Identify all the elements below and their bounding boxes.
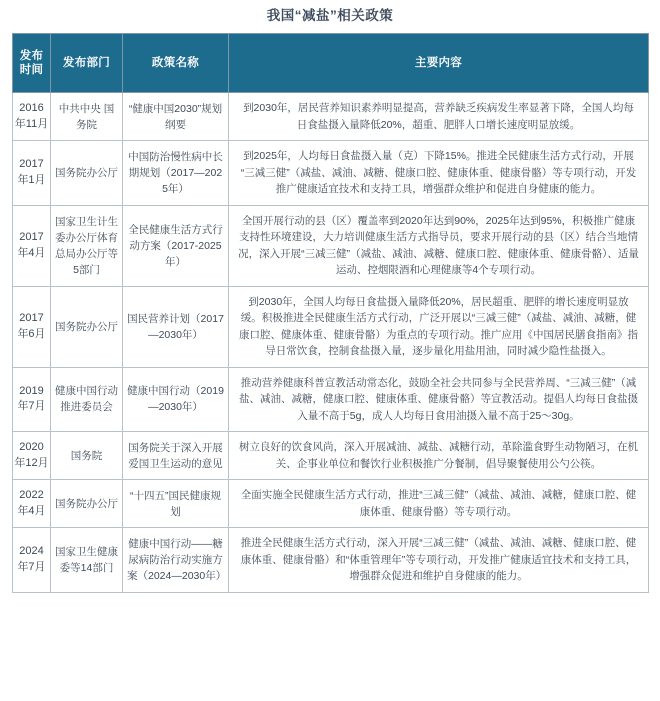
cell-publish-time: 2017年4月 — [13, 205, 51, 286]
cell-policy-name: “健康中国2030”规划纲要 — [123, 93, 229, 141]
cell-main-content: 到2025年，人均每日食盐摄入量（克）下降15%。推进全民健康生活方式行动，开展“三减三健”（减盐、减油、减糖、健康口腔、健康体重、健康骨骼）等专项行动，开发推广健康适宜技术和支持工具，增强群众维护和促进自身健康的能力。 — [229, 141, 649, 206]
cell-publish-time: 2017年1月 — [13, 141, 51, 206]
cell-department: 国家卫生健康委等14部门 — [51, 528, 123, 593]
cell-department: 国务院 — [51, 432, 123, 480]
cell-main-content: 推进全民健康生活方式行动，深入开展“三减三健”（减盐、减油、减糖、健康口腔、健康体重、健康骨骼）和“体重管理年”等专项行动，开发推广健康适宜技术和支持工具，增强群众促进和维护自身健康的能力。 — [229, 528, 649, 593]
table-row — [13, 93, 649, 141]
cell-main-content: 全国开展行动的县（区）覆盖率到2020年达到90%，2025年达到95%，积极推广健康支持性环境建设，大力培训健康生活方式指导员，要求开展行动的县（区）结合当地情况，深入开展“三减三健”（减盐、减油、减糖、健康口腔、健康体重、健康骨骼）、适量运动、控烟限酒和心理健康等4个专项行动。 — [229, 205, 649, 286]
cell-department: 中共中央 国务院 — [51, 93, 123, 141]
cell-policy-name: 国民营养计划（2017—2030年） — [123, 286, 229, 367]
table-row — [13, 432, 649, 480]
cell-department: 国务院办公厅 — [51, 141, 123, 206]
cell-department: 国务院办公厅 — [51, 480, 123, 528]
column-header-department: 发布部门 — [51, 34, 123, 93]
column-header-publish-time-line1: 发布 — [19, 50, 44, 62]
cell-publish-time: 2019年7月 — [13, 367, 51, 432]
cell-main-content: 全面实施全民健康生活方式行动，推进“三减三健”（减盐、减油、减糖，健康口腔、健康体重、健康骨骼）等专项行动。 — [229, 480, 649, 528]
cell-policy-name: “十四五”国民健康规划 — [123, 480, 229, 528]
column-header-policy-name: 政策名称 — [123, 34, 229, 93]
table-row — [13, 286, 649, 367]
cell-policy-name: 中国防治慢性病中长期规划（2017—2025年） — [123, 141, 229, 206]
table-row — [13, 205, 649, 286]
cell-main-content: 树立良好的饮食风尚，深入开展减油、减盐、减糖行动，革除滥食野生动物陋习，在机关、企事业单位和餐饮行业积极推广分餐制，倡导聚餐使用公勺公筷。 — [229, 432, 649, 480]
cell-publish-time: 2022年4月 — [13, 480, 51, 528]
cell-publish-time: 2016年11月 — [13, 93, 51, 141]
table-row — [13, 480, 649, 528]
cell-department: 健康中国行动推进委员会 — [51, 367, 123, 432]
page-title: 我国“减盐”相关政策 — [266, 8, 394, 23]
cell-main-content: 到2030年，居民营养知识素养明显提高，营养缺乏疾病发生率显著下降，全国人均每日食盐摄入量降低20%，超重、肥胖人口增长速度明显放缓。 — [229, 93, 649, 141]
cell-publish-time: 2020年12月 — [13, 432, 51, 480]
cell-department: 国家卫生计生委办公厅体育总局办公厅等5部门 — [51, 205, 123, 286]
column-header-publish-time-line2: 时间 — [19, 64, 44, 76]
table-row — [13, 367, 649, 432]
policy-table — [12, 33, 649, 593]
cell-policy-name: 国务院关于深入开展爱国卫生运动的意见 — [123, 432, 229, 480]
table-header — [13, 34, 649, 93]
table-row — [13, 141, 649, 206]
column-header-main-content: 主要内容 — [229, 34, 649, 93]
cell-department: 国务院办公厅 — [51, 286, 123, 367]
cell-policy-name: 健康中国行动——糖尿病防治行动实施方案（2024—2030年） — [123, 528, 229, 593]
table-row — [13, 528, 649, 593]
cell-policy-name: 全民健康生活方式行动方案（2017-2025年） — [123, 205, 229, 286]
table-container — [12, 33, 648, 593]
cell-main-content: 推动营养健康科普宣教活动常态化，鼓励全社会共同参与全民营养周、“三减三健”（减盐、减油、减糖，健康口腔、健康体重、健康骨骼）等宣教活动。提倡人均每日食盐摄入量不高于5g，成人人均每日食用油摄入量不高于25～30g。 — [229, 367, 649, 432]
cell-publish-time: 2024年7月 — [13, 528, 51, 593]
cell-publish-time: 2017年6月 — [13, 286, 51, 367]
cell-policy-name: 健康中国行动（2019—2030年） — [123, 367, 229, 432]
column-header-publish-time — [13, 34, 51, 93]
header-row — [13, 34, 649, 93]
table-body — [13, 93, 649, 593]
cell-main-content: 到2030年，全国人均每日食盐摄入量降低20%，居民超重、肥胖的增长速度明显放缓。积极推进全民健康生活方式行动，广泛开展以“三减三健”（减盐、减油、减糖，健康口腔、健康体重、健康骨骼）为重点的专项行动。推广应用《中国居民膳食指南》指导日常饮食，控制食盐摄入量，逐步量化用盐用油，同时减少隐性盐摄入。 — [229, 286, 649, 367]
